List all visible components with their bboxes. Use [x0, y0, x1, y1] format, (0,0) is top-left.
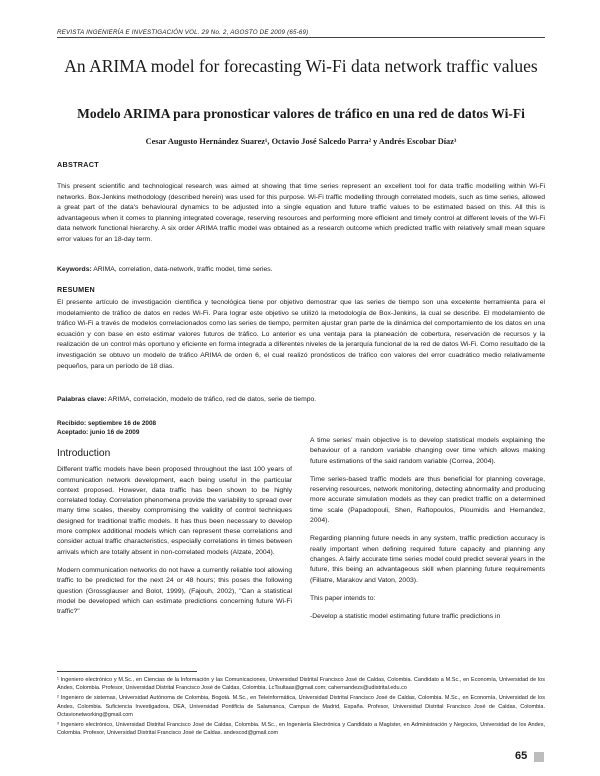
right-paragraph-1: A time series' main objective is to develop statistical models explaining the behaviour of a random variable changing over time which allows making future estimations of the said random variable (Correa, 2004).: [310, 437, 545, 465]
footnote-2: ² Ingeniero de sistemas, Universidad Autónoma de Colombia, Bogotá. M.Sc., en Teleinformática, Universidad Distrital Francisco José de Caldas, Colombia. M.Sc., en Economía, Universidad de los Andes, Colombia. Suficiencia Investigadora, DEA, Universidad Pontificia de Salamanca, Campus de Madrid, España. Profesor, Universidad Distrital Francisco José de Caldas, Colombia. Octavionetworking@gmail.com: [57, 695, 545, 718]
page-marker: [534, 752, 544, 762]
right-paragraph-4: This paper intends to:: [310, 594, 376, 602]
right-column: [310, 436, 545, 630]
footnote-1: ¹ Ingeniero electrónico y M.Sc., en Ciencias de la Información y las Comunicaciones, Universidad Distrital Francisco José de Caldas, Colombia. Candidato a M.Sc., en Economía, Universidad de los Andes, Colombia. Profesor, Universidad Distrital Francisco José de Caldas, Colombia. LcTsultaas@gmail.com; cahernandezs@udistrital.edu.co: [57, 677, 545, 692]
keywords-line: [57, 266, 545, 273]
footnotes: [57, 676, 545, 739]
palabras-clave-values: ARIMA, correlación, modelo de tráfico, red de datos, serie de tiempo.: [108, 396, 317, 403]
resumen-heading: RESUMEN: [57, 285, 96, 294]
abstract-heading: ABSTRACT: [57, 160, 99, 169]
received-date: Recibido: septiembre 16 de 2008: [57, 420, 157, 427]
resumen-text: El presente artículo de investigación científica y tecnológica tiene por objetivo demostrar que las series de tiempo son una excelente herramienta para el modelamiento de tráfico de datos en redes Wi-Fi. Para lograr este objetivo se utilizó la metodología de Box-Jenkins, la cual se describe. El modelamiento de tráfico Wi-Fi a través de modelos correlacionados como las series de tiempo, permiten ajustar gran parte de la dinámica del comportamiento de los datos en una ecuación y con base en esto estimar valores futuros de tráfico. Lo anterior es una ventaja para la planeación de cobertura, reservación de recursos y la realización de un control más oportuno y eficiente en forma integrada a diferentes niveles de la jerarquía funcional de la red de datos Wi-Fi. Como resultado de la investigación se obtuvo un modelo de tráfico ARIMA de orden 6, el cual realizó pronósticos de tráfico con valores del error cuadrático medio relativamente pequeños, para un período de 18 días.: [57, 299, 545, 370]
authors: Cesar Augusto Hernández Suarez¹, Octavio José Salcedo Parra² y Andrés Escobar Díaz³: [145, 137, 457, 146]
journal-header: REVISTA INGENIERÍA E INVESTIGACIÓN VOL. 29 No. 2, AGOSTO DE 2009 (65-69): [57, 29, 309, 36]
page-number: 65: [515, 750, 528, 762]
keywords-values: ARIMA, correlation, data-network, traffic model, time series.: [93, 266, 273, 273]
right-paragraph-3: Regarding planning future needs in any system, traffic prediction accuracy is really important when defining required future capacity and planning any changes. A fairly accurate time series model could predict several years in the future, this being an advantageous skill when planning future requirements (Fillatre, Marakov and Vaton, 2003).: [310, 535, 545, 584]
right-paragraph-5: -Develop a statistic model estimating future traffic predictions in: [310, 613, 501, 621]
palabras-clave-label: Palabras clave:: [57, 396, 107, 403]
footnote-divider: [57, 671, 197, 672]
footnote-3: ³ Ingeniero electrónico, Universidad Distrital Francisco José de Caldas, Colombia. M.Sc., en Ingeniería Electrónica y Candidato a Magíster, en Administración y Negocios, Universidad de los Andes, Colombia. Profesor, Universidad Distrital Francisco José de Caldas. andescod@gmail.com: [57, 722, 545, 737]
left-column: [57, 449, 292, 625]
dates-block: [57, 419, 156, 437]
title-spanish: Modelo ARIMA para pronosticar valores de tráfico en una red de datos Wi-Fi: [77, 106, 525, 121]
introduction-heading: Introduction: [57, 448, 111, 459]
title-english: An ARIMA model for forecasting Wi-Fi data network traffic values: [64, 56, 538, 76]
header-divider: [57, 37, 545, 38]
palabras-clave-line: [57, 396, 545, 403]
abstract-text: This present scientific and technological research was aimed at showing that time series represent an excellent tool for data traffic modelling within Wi-Fi networks. Box-Jenkins methodology (described herein) was used for this purpose. Wi-Fi traffic modelling through correlated models, such as time series, allowed a great part of the data's behavioural dynamics to be adjusted into a single equation and future traffic values to be estimated based on this. All this is advantageous when it comes to planning integrated coverage, reserving resources and performing more efficient and timely control at different levels of the Wi-Fi data network functional hierarchy. A six order ARIMA traffic model was obtained as a research outcome which predicted traffic with relatively small mean square error values for an 18-day term.: [57, 183, 545, 243]
right-paragraph-2: Time series-based traffic models are thus beneficial for planning coverage, reserving resources, network monitoring, detecting abnormality and producing more accurate simulation models as they can predict traffic on a determined time scale (Papadopouli, Shen, Raftopoulos, Ploumidis and Hernandez, 2004).: [310, 475, 545, 525]
keywords-label: Keywords:: [57, 266, 92, 273]
intro-paragraph-1: Different traffic models have been proposed throughout the last 100 years of communication network development, each being useful in the particular context proposed. However, data traffic has been shown to be highly correlated today. Correlation phenomena provide the variability to spread over many time scales, thereby compromising the validity of control techniques designed for traditional traffic models. It has thus been necessary to develop more complex additional models which can represent these correlations and consider actual traffic characteristics, especially correlations in times between arrivals which are totally absent in non-correlated models (Alzate, 2004).: [57, 466, 292, 556]
accepted-date: Aceptado: junio 16 de 2009: [57, 429, 140, 436]
intro-paragraph-2: Modern communication networks do not have a currently reliable tool allowing traffic to be predicted for the next 24 or 48 hours; this poses the following question (Grossglauser and Bolot, 1999), (Fajouh, 2002), "Can a statistical model be developed which can estimate predictions concerning future Wi-Fi traffic?": [57, 566, 292, 616]
